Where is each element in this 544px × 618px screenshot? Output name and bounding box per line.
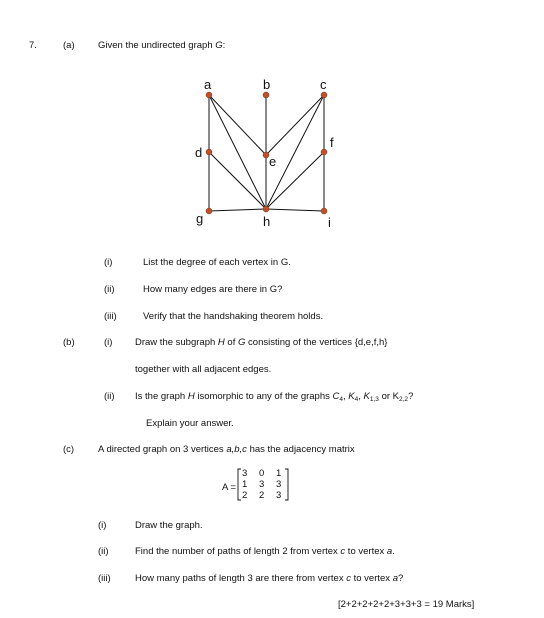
matrix-name: A = xyxy=(222,482,236,493)
part-a-item-label: (i) xyxy=(104,257,113,268)
marks-total: [2+2+2+2+2+3+3+3 = 19 Marks] xyxy=(338,599,475,610)
part-c-item-text: How many paths of length 3 are there from vertex c to vertex a? xyxy=(135,573,404,584)
part-c-item-text: Find the number of paths of length 2 from vertex c to vertex a. xyxy=(135,546,395,557)
question-number: 7. xyxy=(29,40,37,51)
vertex-label-h: h xyxy=(263,214,271,229)
part-b-ii-line1: Is the graph H isomorphic to any of the graphs $C_4$, $K_4$, $K_{1,3}$ or $K_{2,2}$? xyxy=(135,391,414,403)
matrix-cell: 1 xyxy=(242,479,248,490)
part-a-item-text: Verify that the handshaking theorem holds. xyxy=(143,311,324,322)
vertex-label-d: d xyxy=(195,145,203,160)
part-b-ii-line2: Explain your answer. xyxy=(146,418,234,429)
part-a-item-text: List the degree of each vertex in G. xyxy=(143,257,291,268)
part-a-item-label: (iii) xyxy=(104,311,117,322)
part-a-label: (a) xyxy=(63,40,75,51)
part-b-item-label: (ii) xyxy=(104,391,115,402)
part-c-intro: A directed graph on 3 vertices a,b,c has the adjacency matrix xyxy=(98,444,355,455)
part-c-item-label: (i) xyxy=(98,520,107,531)
part-a-item-label: (ii) xyxy=(104,284,115,295)
part-b-i-line1: Draw the subgraph H of G consisting of the vertices {d,e,f,h} xyxy=(135,337,388,348)
part-b-i-line2: together with all adjacent edges. xyxy=(135,364,272,375)
part-b-label: (b) xyxy=(63,337,75,348)
matrix-cell: 3 xyxy=(242,468,248,479)
matrix-cell: 2 xyxy=(259,490,265,501)
matrix-cell: 3 xyxy=(276,479,282,490)
vertex-label-b: b xyxy=(263,77,271,92)
part-a-item-text: How many edges are there in G? xyxy=(143,284,283,295)
vertex-label-g: g xyxy=(196,211,204,226)
matrix-cell: 3 xyxy=(276,490,282,501)
part-c-item-label: (iii) xyxy=(98,573,111,584)
matrix-cell: 1 xyxy=(276,468,282,479)
matrix-cell: 2 xyxy=(242,490,248,501)
vertex-label-a: a xyxy=(204,77,212,92)
vertex-label-i: i xyxy=(328,215,331,230)
matrix-cell: 0 xyxy=(259,468,265,479)
part-c-item-text: Draw the graph. xyxy=(135,520,203,531)
part-c-item-label: (ii) xyxy=(98,546,109,557)
vertex-label-c: c xyxy=(320,77,327,92)
vertex-label-e: e xyxy=(269,154,277,169)
part-c-label: (c) xyxy=(63,444,75,455)
matrix-cell: 3 xyxy=(259,479,265,490)
part-b-item-label: (i) xyxy=(104,337,113,348)
part-a-intro: Given the undirected graph G: xyxy=(98,40,226,51)
vertex-label-f: f xyxy=(330,135,334,150)
